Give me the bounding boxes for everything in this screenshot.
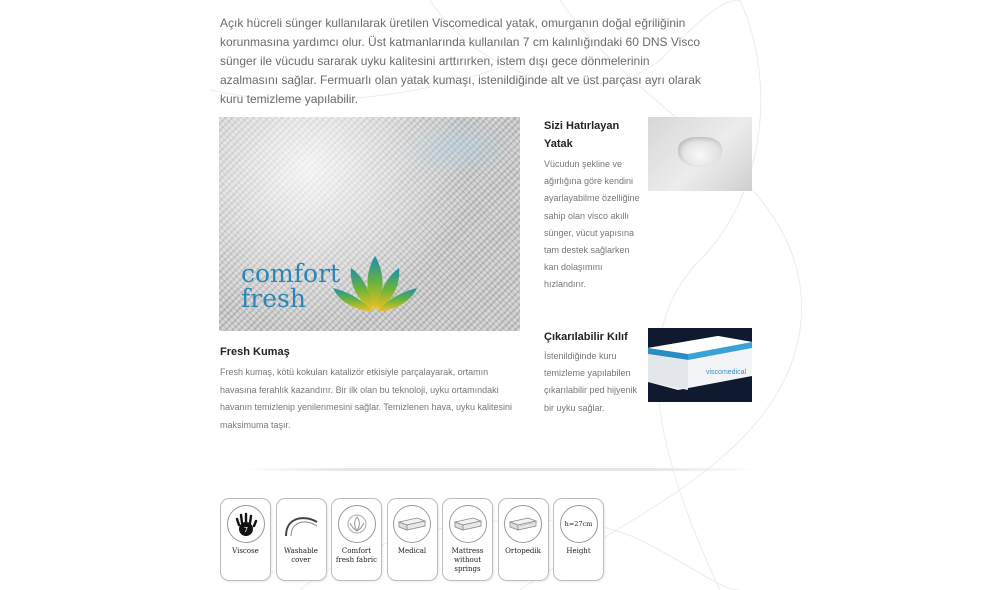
mattress-medical-icon (393, 505, 431, 543)
cover-brand-text: viscomedical (706, 369, 747, 376)
handprint-impression (678, 137, 722, 167)
section-divider (240, 468, 760, 471)
lotus-icon (331, 254, 419, 316)
badge-orthopedic (498, 498, 549, 581)
intro-paragraph: Açık hücreli sünger kullanılarak üretilen Viscomedical yatak, omurganın doğal eğriliğinin korunmasına yardımcı olur. Üst katmanlarında kullanılan 7 cm kalınlığındaki 60 DNS Visco sünger ile vücudu sararak uyku kalitesini arttırırken, istem dışı gece dönmelerinin azalmasını sağlar. Fermuarlı olan yatak kumaşı, istenildiğinde alt ve üst parçası ayrı olarak kuru temizleme yapılabilir. (220, 16, 701, 106)
height-icon (560, 505, 598, 543)
logo-line-comfort: comfort (241, 259, 341, 288)
badge-label: Mattress without springs (451, 547, 484, 573)
mattress-cover-illustration (648, 328, 752, 402)
comfort-fresh-icon (338, 505, 376, 543)
badge-label: Washable cover (284, 547, 318, 564)
memory-foam-title: Sizi Hatırlayan Yatak (544, 120, 620, 150)
mattress-orthopedic-icon (504, 505, 542, 543)
badge-label: Comfort fresh fabric (335, 547, 378, 564)
comfort-fresh-logo-text (241, 261, 340, 311)
svg-text:7: 7 (243, 526, 248, 534)
fabric-highlight (399, 117, 519, 177)
mattress-no-springs-icon (449, 505, 487, 543)
removable-cover-mattress-image (648, 328, 752, 402)
height-value: h=27cm (564, 520, 593, 528)
badge-no-springs (442, 498, 493, 581)
removable-cover-title: Çıkarılabilir Kılıf (544, 331, 628, 343)
badge-washable-cover (276, 498, 327, 581)
badge-height (553, 498, 604, 581)
badge-comfort-fresh (331, 498, 382, 581)
fresh-fabric-title: Fresh Kumaş (220, 346, 290, 358)
badge-label: Ortopedik (505, 547, 541, 555)
memory-foam-handprint-image (648, 117, 752, 191)
memory-foam-description: Vücudun şekline ve ağırlığına göre kendini ayarlayabilme özelliğine sahip olan visco akıllı sünger, vücut yapısına tam destek sağlarken kan dolaşımını hızlandırır. (544, 159, 640, 290)
removable-cover-description: İstenildiğinde kuru temizleme yapılabilen çıkarılabilir ped hijyenik bir uyku sağlar. (544, 351, 638, 413)
feature-badges (220, 498, 609, 581)
badge-label: Viscose (232, 547, 259, 555)
logo-line-fresh: fresh (241, 284, 306, 313)
badge-viscose (220, 498, 271, 581)
badge-label: Medical (397, 547, 427, 555)
badge-label: Height (566, 547, 591, 555)
comfort-fresh-fabric-image (219, 117, 520, 331)
fresh-fabric-description: Fresh kumaş, kötü kokuları katalizör etkisiyle parçalayarak, ortamın havasına ferahlık kazandırır. Bir ilk olan bu teknoloji, uyku ortamındaki havanın temizlenip yenilenmesini sağlar. Temizlenen hava, uyku kalitesini maksimuma taşır. (220, 367, 512, 430)
hand-icon (227, 505, 265, 543)
washable-cover-icon (282, 505, 320, 543)
badge-medical (387, 498, 438, 581)
